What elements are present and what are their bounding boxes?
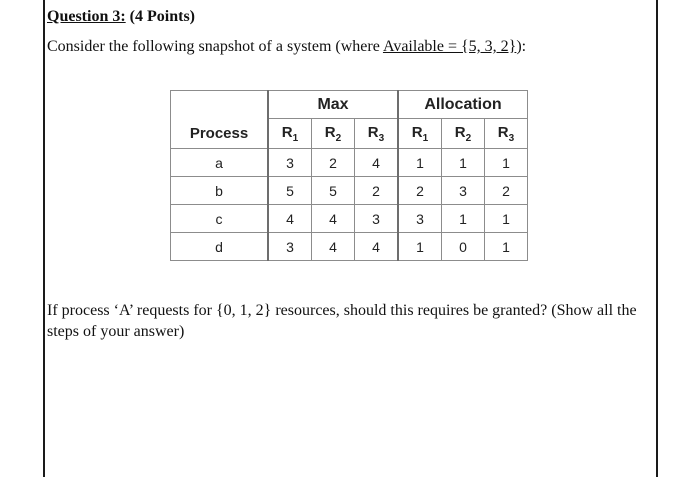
max-group-header: Max xyxy=(268,91,398,119)
max-cell: 5 xyxy=(312,177,355,205)
allocation-r2-header: $R_2$ xyxy=(442,119,485,149)
allocation-cell: 1 xyxy=(398,233,442,261)
allocation-group-header: Allocation xyxy=(398,91,528,119)
max-r2-header: $R_2$ xyxy=(312,119,355,149)
allocation-cell: 1 xyxy=(485,205,528,233)
allocation-cell: 2 xyxy=(485,177,528,205)
allocation-r1-header: $R_1$ xyxy=(398,119,442,149)
available-vector: Available = {5, 3, 2} xyxy=(382,38,517,55)
process-cell: c xyxy=(171,205,269,233)
intro-prefix: Consider the following snapshot of a system (where xyxy=(47,38,383,55)
max-cell: 4 xyxy=(312,205,355,233)
table-row xyxy=(171,149,528,177)
question-label: Question 3: xyxy=(47,8,126,25)
max-r3-header: $R_3$ xyxy=(355,119,399,149)
max-cell: 3 xyxy=(268,233,312,261)
table-column-header xyxy=(171,119,528,149)
allocation-cell: 3 xyxy=(442,177,485,205)
process-cell: b xyxy=(171,177,269,205)
question-points: (4 Points) xyxy=(129,8,195,25)
snapshot-table xyxy=(170,90,528,261)
max-r1-header: $R_1$ xyxy=(268,119,312,149)
blank-header-cell xyxy=(171,91,269,119)
max-cell: 3 xyxy=(355,205,399,233)
max-cell: 5 xyxy=(268,177,312,205)
allocation-cell: 1 xyxy=(485,149,528,177)
table-row xyxy=(171,233,528,261)
followup-question: If process ‘A’ requests for {0, 1, 2} resources, should this requires be granted? (Show all the steps of your answer) xyxy=(47,302,637,340)
allocation-cell: 1 xyxy=(442,205,485,233)
allocation-r3-header: $R_3$ xyxy=(485,119,528,149)
max-cell: 4 xyxy=(355,233,399,261)
max-cell: 4 xyxy=(312,233,355,261)
table-group-header xyxy=(171,91,528,119)
allocation-cell: 1 xyxy=(442,149,485,177)
table-row xyxy=(171,177,528,205)
right-margin-line xyxy=(656,0,658,477)
max-cell: 2 xyxy=(355,177,399,205)
max-cell: 4 xyxy=(355,149,399,177)
max-cell: 2 xyxy=(312,149,355,177)
max-cell: 3 xyxy=(268,149,312,177)
process-column-header: Process xyxy=(171,119,269,149)
table-row xyxy=(171,205,528,233)
allocation-cell: 3 xyxy=(398,205,442,233)
allocation-cell: 0 xyxy=(442,233,485,261)
process-cell: a xyxy=(171,149,269,177)
max-cell: 4 xyxy=(268,205,312,233)
allocation-cell: 1 xyxy=(398,149,442,177)
allocation-cell: 1 xyxy=(485,233,528,261)
allocation-cell: 2 xyxy=(398,177,442,205)
intro-text xyxy=(47,38,526,56)
question-title xyxy=(47,8,195,26)
intro-suffix: ): xyxy=(516,38,527,55)
left-margin-line xyxy=(43,0,45,477)
process-cell: d xyxy=(171,233,269,261)
